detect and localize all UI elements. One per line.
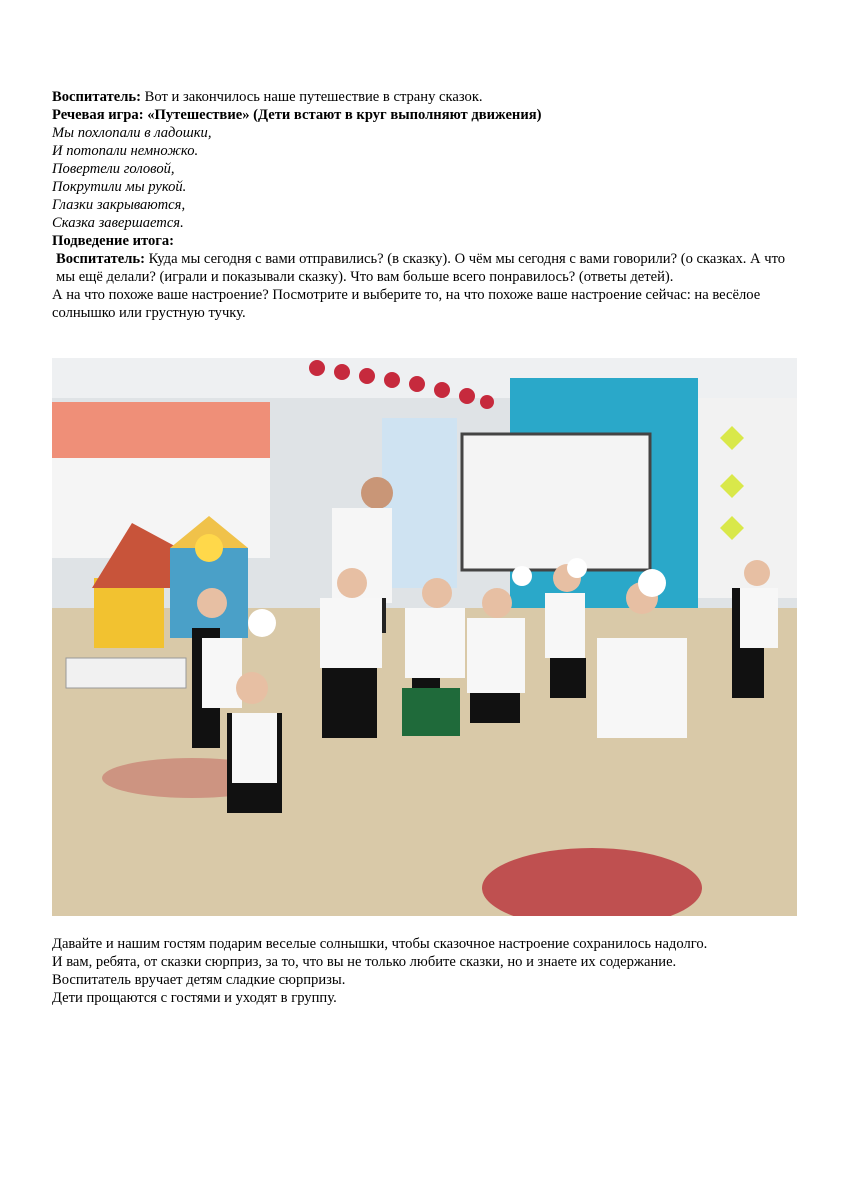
teacher-label: Воспитатель: bbox=[52, 89, 142, 105]
summary-heading: Подведение итога: bbox=[52, 233, 175, 249]
poem-line: Глазки закрываются, bbox=[52, 197, 186, 213]
mood-paragraph: А на что похоже ваше настроение? Посмотрите и выберите то, на что похоже ваше настроение сейчас: на весёлое солнышко или грустную тучку. bbox=[52, 287, 761, 321]
summary-text: Куда мы сегодня с вами отправились? (в сказку). О чём мы сегодня с вами говорили? (о сказках. А что мы ещё делали? (играли и показывали сказку). Что вам больше всего понравилось? (ответы детей). bbox=[56, 251, 786, 285]
poem-line: И потопали немножко. bbox=[52, 143, 199, 159]
closing-line: Давайте и нашим гостям подарим веселые солнышки, чтобы сказочное настроение сохранилось надолго. bbox=[52, 936, 708, 952]
classroom-photo-illustration bbox=[52, 358, 797, 916]
closing-line: Воспитатель вручает детям сладкие сюрпризы. bbox=[52, 972, 346, 988]
poem-line: Сказка завершается. bbox=[52, 215, 184, 231]
summary-paragraph bbox=[52, 250, 797, 286]
closing-line: Дети прощаются с гостями и уходят в группу. bbox=[52, 990, 337, 1006]
classroom-photo bbox=[52, 358, 797, 916]
teacher-label: Воспитатель: bbox=[56, 251, 146, 267]
poem-line: Повертели головой, bbox=[52, 161, 175, 177]
game-heading: Речевая игра: «Путешествие» (Дети встают в круг выполняют движения) bbox=[52, 107, 542, 123]
closing-section bbox=[52, 935, 797, 1007]
intro-paragraph bbox=[52, 88, 797, 106]
teacher-text: Вот и закончилось наше путешествие в страну сказок. bbox=[141, 89, 483, 105]
document-body bbox=[52, 88, 797, 322]
poem-line: Покрутили мы рукой. bbox=[52, 179, 187, 195]
closing-line: И вам, ребята, от сказки сюрприз, за то, что вы не только любите сказки, но и знаете их содержание. bbox=[52, 954, 677, 970]
poem-line: Мы похлопали в ладошки, bbox=[52, 125, 212, 141]
